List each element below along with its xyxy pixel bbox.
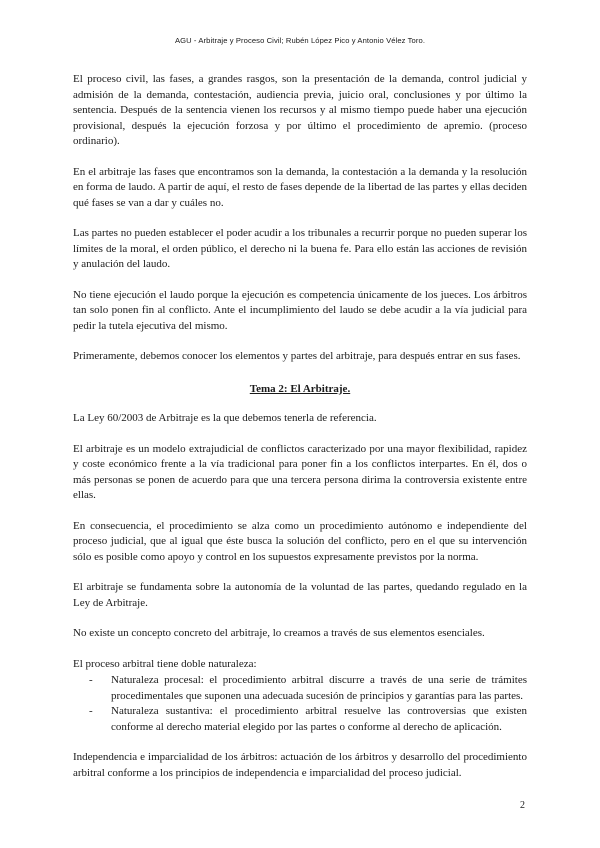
paragraph-double-nature: El proceso arbitral tiene doble naturaleza: (73, 657, 257, 670)
page-number: 2 (520, 800, 525, 811)
list-item: - Naturaleza sustantiva: el procedimiento arbitral resuelve las controversias que existen conforme al derecho material elegido por las partes o conforme al derecho de aplicación. (89, 704, 527, 735)
paragraph-law: La Ley 60/2003 de Arbitraje es la que debemos tenerla de referencia. (73, 412, 377, 424)
list-item: - Naturaleza procesal: el procedimiento arbitral discurre a través de una serie de trámites procedimentales que suponen una adecuada sucesión de principios y garantías para las partes. (89, 673, 527, 704)
paragraph-independence: Independencia e imparcialidad de los árbitros: actuación de los árbitros y desarrollo del procedimiento arbitral conforme a los principios de independencia e imparcialidad del proceso judicial. (73, 751, 527, 779)
section-title: Tema 2: El Arbitraje. (249, 382, 351, 395)
paragraph-execution: No tiene ejecución el laudo porque la ejecución es competencia únicamente de los jueces. Los árbitros tan solo ponen fin al conflicto. Ante el incumplimiento del laudo se debe acudir a la vía judicial para pedir la tutela ejecutiva del mismo. (73, 288, 527, 332)
paragraph-definition: El arbitraje es un modelo extrajudicial de conflictos caracterizado por una mayor flexibilidad, rapidez y coste económico frente a la vía tradicional para poner fin a los conflictos interpartes. En él, dos o más personas se ponen de acuerdo para que una tercera persona dirima la controversia existente entre ellas. (73, 442, 527, 501)
paragraph-first: Primeramente, debemos conocer los elementos y partes del arbitraje, para después entrar en sus fases. (73, 350, 521, 362)
paragraph-consequence: En consecuencia, el procedimiento se alza como un procedimiento autónomo e independiente del proceso judicial, que al igual que éste busca la solución del conflicto, pero en el que su intervención sólo es posible como apoyo y control en los supuestos expresamente previstos por la norma. (73, 519, 527, 563)
paragraph-civil-process: El proceso civil, las fases, a grandes rasgos, son la presentación de la demanda, control judicial y admisión de la demanda, contestación, audiencia previa, juicio oral, conclusiones y por último la sentencia. Después de la sentencia vienen los recursos y al mismo tiempo puede haber una ejecución provisional, después la ejecución forzosa y por último el procedimiento de apremio. (proceso ordinario). (73, 73, 527, 147)
paragraph-autonomy: El arbitraje se fundamenta sobre la autonomía de la voluntad de las partes, quedando regulado en la Ley de Arbitraje. (73, 581, 527, 609)
document-body (73, 72, 527, 796)
paragraph-arbitration-phases: En el arbitraje las fases que encontramos son la demanda, la contestación a la demanda y la resolución en forma de laudo. A partir de aquí, el resto de fases depende de la libertad de las partes y ellas deciden qué fases se van a dar y cuáles no. (73, 165, 527, 209)
paragraph-limits: Las partes no pueden establecer el poder acudir a los tribunales a recurrir porque no pueden superar los límites de la moral, el orden público, el derecho ni la buena fe. Para ello están las acciones de revisión y anulación del laudo. (73, 227, 527, 270)
page-header: AGU - Arbitraje y Proceso Civil; Rubén López Pico y Antonio Vélez Toro. (174, 36, 426, 45)
paragraph-concept: No existe un concepto concreto del arbitraje, lo creamos a través de sus elementos esenciales. (73, 627, 485, 639)
nature-list (73, 673, 527, 735)
